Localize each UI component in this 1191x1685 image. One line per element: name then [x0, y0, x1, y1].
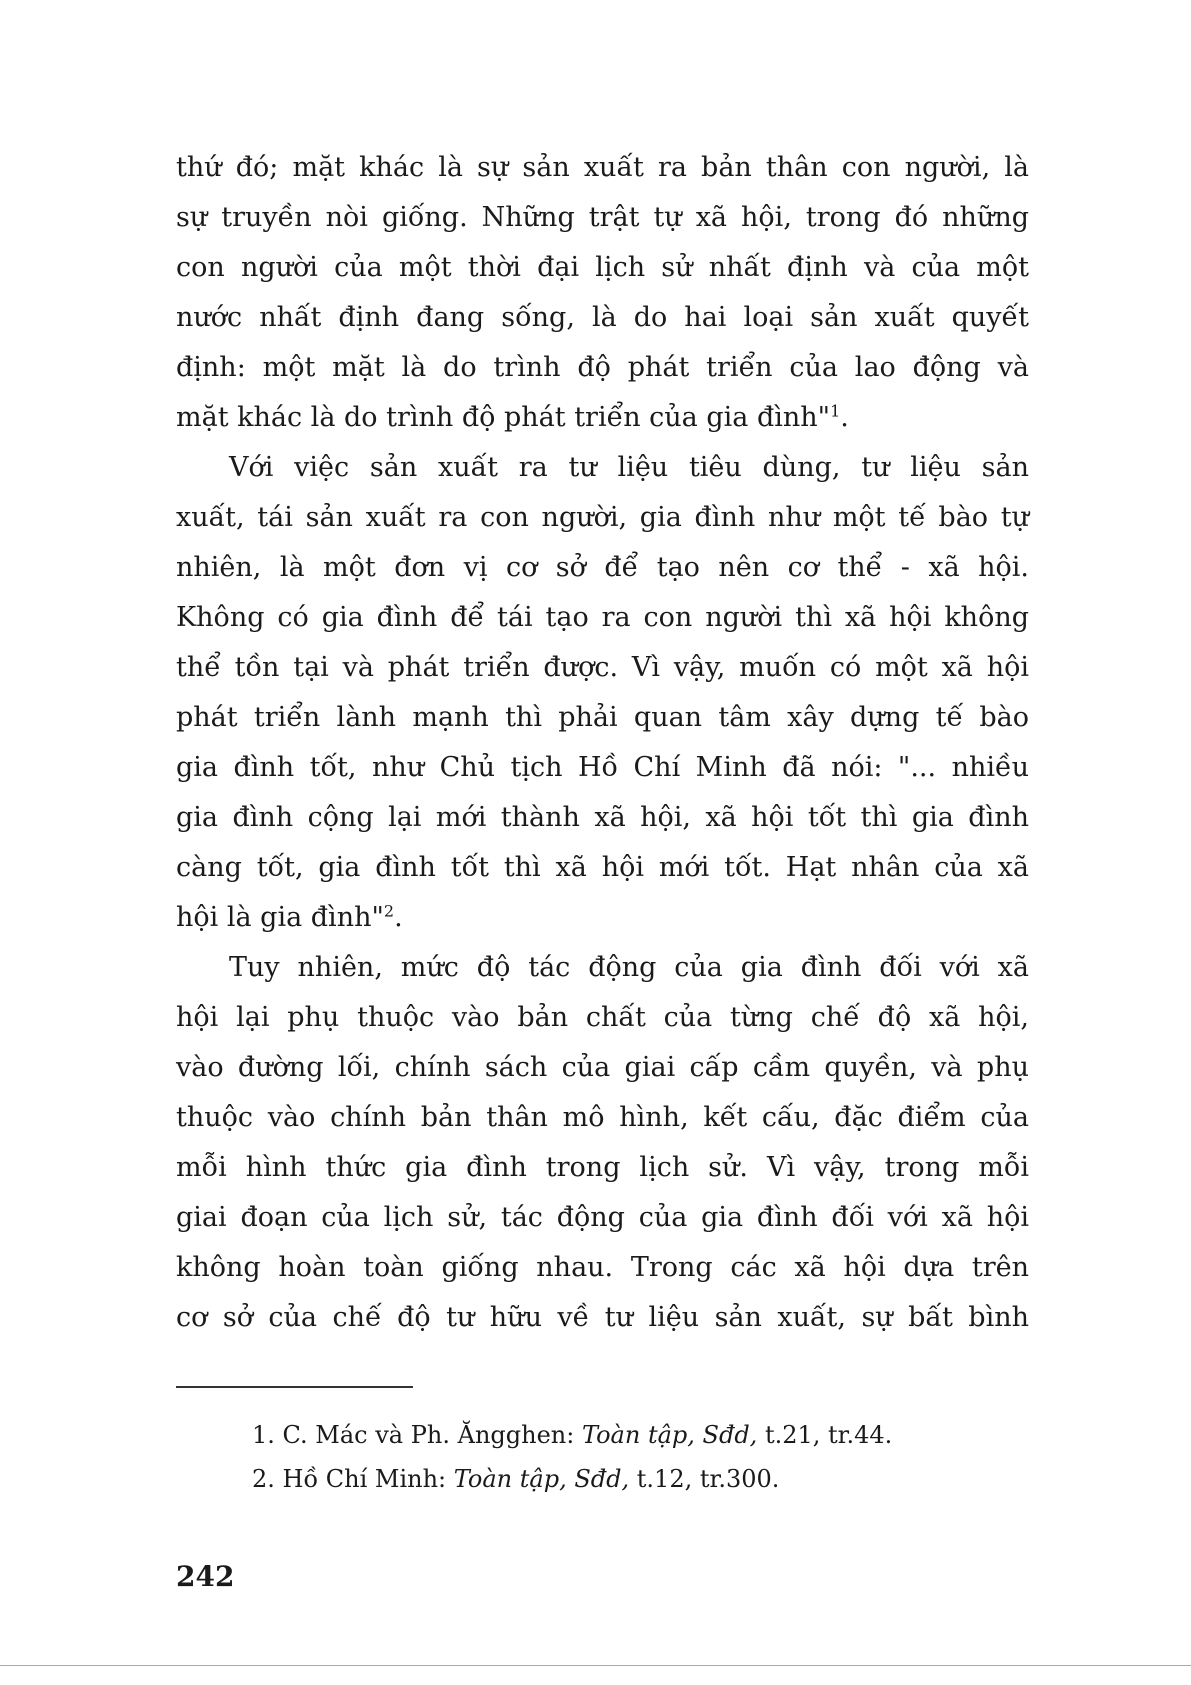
- text-line-last: mặt khác là do trình độ phát triển của gia đình"$^1$.: [176, 401, 849, 433]
- paragraph-2: [176, 443, 1029, 943]
- text-line-last: hội là gia đình"$^2$.: [176, 901, 403, 933]
- footnote-2: 2. Hồ Chí Minh: Toàn tập, Sđd, t.12, tr.300.: [252, 1465, 780, 1493]
- text-line: hội lại phụ thuộc vào bản chất của từng chế độ xã hội,: [176, 1002, 1029, 1033]
- text-line: nhiên, là một đơn vị cơ sở để tạo nên cơ thể - xã hội.: [176, 552, 1029, 583]
- text-line: nước nhất định đang sống, là do hai loại sản xuất quyết: [176, 302, 1029, 333]
- text-line: định: một mặt là do trình độ phát triển của lao động và: [176, 352, 1029, 383]
- footnotes: [252, 1413, 892, 1501]
- text-line: không hoàn toàn giống nhau. Trong các xã hội dựa trên: [176, 1252, 1029, 1283]
- text-line: thứ đó; mặt khác là sự sản xuất ra bản thân con người, là: [176, 152, 1029, 183]
- footnote-separator: [176, 1386, 413, 1388]
- text-line: phát triển lành mạnh thì phải quan tâm xây dựng tế bào: [176, 702, 1029, 733]
- text-line: xuất, tái sản xuất ra con người, gia đình như một tế bào tự: [176, 502, 1029, 533]
- text-line: con người của một thời đại lịch sử nhất định và của một: [176, 252, 1029, 283]
- text-line: giai đoạn của lịch sử, tác động của gia đình đối với xã hội: [176, 1202, 1029, 1233]
- text-line: mỗi hình thức gia đình trong lịch sử. Vì vậy, trong mỗi: [176, 1152, 1029, 1183]
- text-line: sự truyền nòi giống. Những trật tự xã hội, trong đó những: [176, 202, 1029, 233]
- text-line: thể tồn tại và phát triển được. Vì vậy, muốn có một xã hội: [176, 652, 1029, 683]
- page-number: 242: [176, 1560, 235, 1593]
- text-line: càng tốt, gia đình tốt thì xã hội mới tốt. Hạt nhân của xã: [176, 852, 1029, 883]
- text-line: thuộc vào chính bản thân mô hình, kết cấu, đặc điểm của: [176, 1102, 1029, 1133]
- text-line: gia đình cộng lại mới thành xã hội, xã hội tốt thì gia đình: [176, 802, 1029, 833]
- footnote-1: 1. C. Mác và Ph. Ăngghen: Toàn tập, Sđd, t.21, tr.44.: [252, 1421, 893, 1449]
- paragraph-1: [176, 143, 1029, 443]
- text-line: cơ sở của chế độ tư hữu về tư liệu sản xuất, sự bất bình: [176, 1302, 1029, 1333]
- text-line: vào đường lối, chính sách của giai cấp cầm quyền, và phụ: [176, 1052, 1029, 1083]
- text-line: gia đình tốt, như Chủ tịch Hồ Chí Minh đã nói: "... nhiều: [176, 752, 1029, 783]
- text-line: Không có gia đình để tái tạo ra con người thì xã hội không: [176, 602, 1029, 633]
- scan-edge-line: [0, 1665, 1191, 1666]
- footnote-ref-2: 2: [383, 901, 395, 921]
- text-line: Tuy nhiên, mức độ tác động của gia đình đối với xã: [229, 952, 1029, 983]
- footnote-ref-1: 1: [830, 401, 841, 421]
- paragraph-3: [176, 943, 1029, 1343]
- text-line: Với việc sản xuất ra tư liệu tiêu dùng, tư liệu sản: [229, 452, 1029, 483]
